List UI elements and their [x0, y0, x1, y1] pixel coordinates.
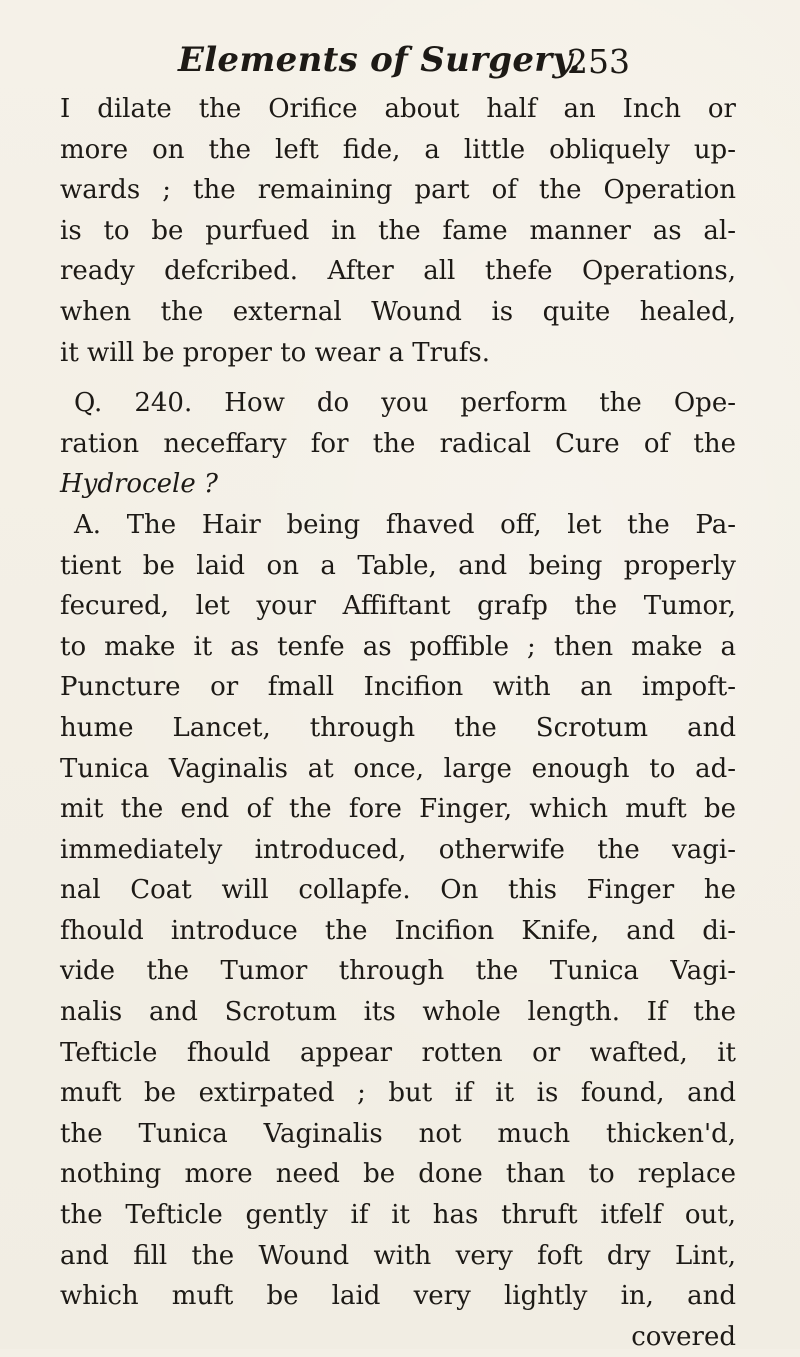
text-line: Puncture or fmall Incifion with an impoft-	[60, 672, 736, 703]
text-line: hume Lancet, through the Scrotum and	[60, 712, 736, 743]
text-line: the Tefticle gently if it has thruft itfelf out,	[60, 1200, 736, 1231]
text-line: fhould introduce the Incifion Knife, and di-	[60, 915, 736, 946]
text-line: muft be extirpated ; but if it is found, and	[60, 1078, 736, 1109]
text-line	[60, 464, 736, 505]
running-head-title: Elements of Surgery.	[178, 40, 581, 80]
text-line: the Tunica Vaginalis not much thicken'd,	[60, 1118, 736, 1149]
text-line: immediately introduced, otherwife the vagi-	[60, 834, 736, 865]
text-line: more on the left fide, a little obliquely up-	[60, 134, 736, 165]
text-line: which muft be laid very lightly in, and	[60, 1281, 736, 1312]
question-line: Q. 240. How do you perform the Ope-	[74, 388, 736, 419]
text-line: ration neceffary for the radical Cure of the	[60, 428, 736, 459]
text-line: nal Coat will collapfe. On this Finger he	[60, 875, 736, 906]
body-text	[60, 89, 736, 1357]
text-line: mit the end of the fore Finger, which muft be	[60, 794, 736, 825]
text-line: and fill the Wound with very foft dry Lint,	[60, 1240, 736, 1271]
text-line: Tunica Vaginalis at once, large enough to ad-	[60, 753, 736, 784]
text-line: I dilate the Orifice about half an Inch or	[60, 94, 736, 124]
running-head	[178, 40, 658, 90]
paragraph-gap	[60, 373, 736, 383]
text-line: tient be laid on a Table, and being properly	[60, 550, 736, 581]
catchword: covered	[631, 1321, 736, 1352]
text-line: to make it as tenfe as poffible ; then make a	[60, 631, 736, 662]
italic-term: Hydrocele ?	[60, 469, 218, 500]
text-line: ready defcribed. After all thefe Operations,	[60, 256, 736, 287]
text-line: nalis and Scrotum its whole length. If the	[60, 997, 736, 1028]
page-number: 253	[567, 42, 630, 81]
answer-line: A. The Hair being fhaved off, let the Pa-	[74, 509, 736, 540]
text-line: when the external Wound is quite healed,	[60, 296, 736, 327]
text-line: wards ; the remaining part of the Operation	[60, 175, 736, 206]
text-line: vide the Tumor through the Tunica Vagi-	[60, 956, 736, 987]
text-line: nothing more need be done than to replace	[60, 1159, 736, 1190]
text-line: fecured, let your Affiftant grafp the Tumor,	[60, 591, 736, 622]
text-line: it will be proper to wear a Trufs.	[60, 337, 490, 368]
text-line: is to be purfued in the fame manner as al-	[60, 215, 736, 246]
text-line: Tefticle fhould appear rotten or wafted, it	[60, 1037, 736, 1068]
